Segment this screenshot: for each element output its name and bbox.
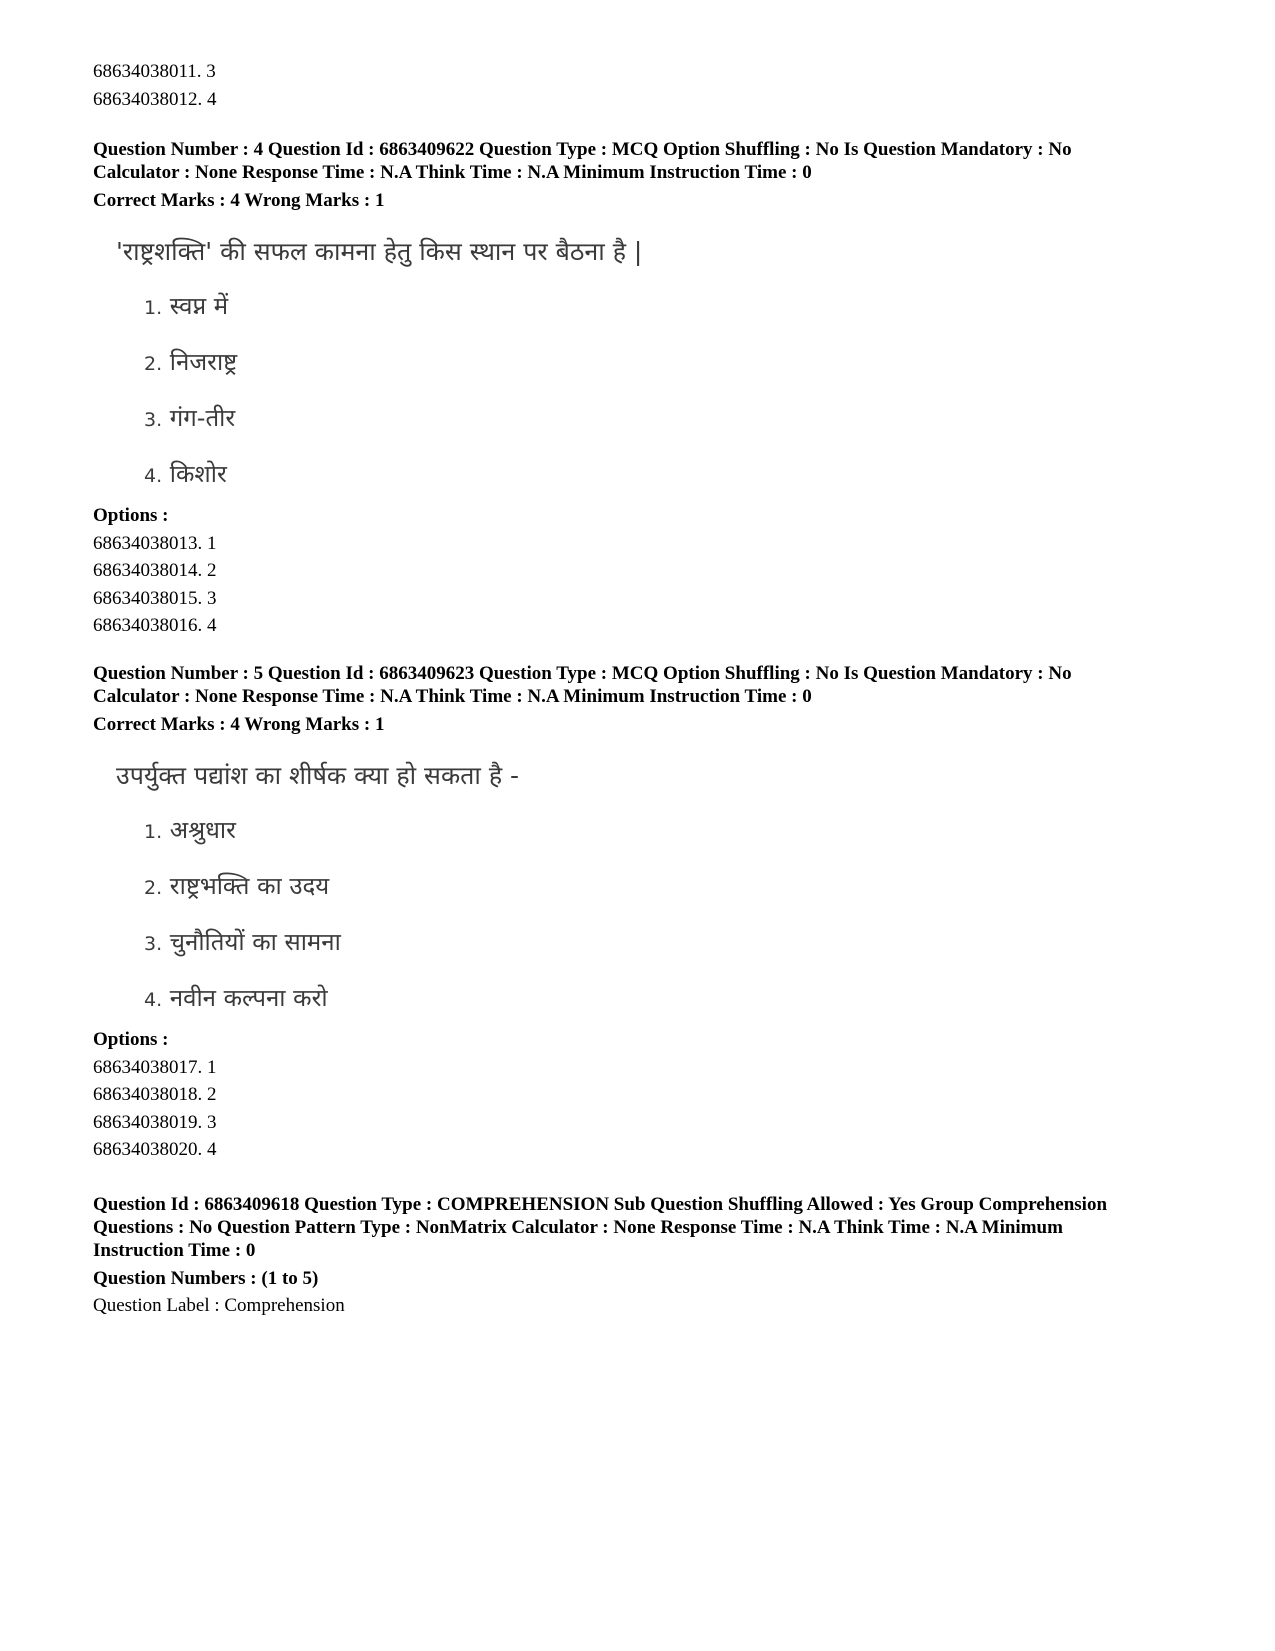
previous-question-options <box>93 58 1203 113</box>
option-line: 68634038017. 1 <box>93 1056 217 1078</box>
option-line: 68634038015. 3 <box>93 587 217 609</box>
question-meta-line: Instruction Time : 0 <box>93 1240 256 1261</box>
question-meta-line: Question Number : 4 Question Id : 6863409622 Question Type : MCQ Option Shuffling : No Is Question Mandatory : No <box>93 139 1072 160</box>
option-line: 68634038019. 3 <box>93 1111 217 1133</box>
question-meta-line: Calculator : None Response Time : N.A Think Time : N.A Minimum Instruction Time : 0 <box>93 162 812 183</box>
question-meta-line: Question Id : 6863409618 Question Type : COMPREHENSION Sub Question Shuffling Allowed : Yes Group Comprehension <box>93 1194 1108 1215</box>
choice-2: 2. राष्ट्रभक्ति का उदय <box>144 872 330 900</box>
option-line: 68634038016. 4 <box>93 615 217 636</box>
question-stem: उपर्युक्त पद्यांश का शीर्षक क्या हो सकता है - <box>116 761 520 790</box>
comprehension-header <box>93 1193 1203 1320</box>
options-label: Options : <box>93 505 169 526</box>
question-5-image <box>116 761 519 1015</box>
question-5-options <box>93 1026 1203 1164</box>
option-line: 68634038012. 4 <box>93 88 217 110</box>
question-4-options <box>93 502 1203 640</box>
choice-4: 4. नवीन कल्पना करो <box>144 984 328 1012</box>
choice-3: 3. चुनौतियों का सामना <box>144 928 341 956</box>
option-line: 68634038011. 3 <box>93 61 216 82</box>
option-line: 68634038020. 4 <box>93 1139 217 1160</box>
choice-1: 1. अश्रुधार <box>144 816 236 844</box>
question-marks: Correct Marks : 4 Wrong Marks : 1 <box>93 190 385 211</box>
question-label: Question Label : Comprehension <box>93 1295 345 1316</box>
choice-4: 4. किशोर <box>144 460 227 488</box>
question-meta-line: Question Number : 5 Question Id : 6863409623 Question Type : MCQ Option Shuffling : No Is Question Mandatory : No <box>93 663 1072 684</box>
choice-3: 3. गंग-तीर <box>144 404 236 432</box>
question-5-header <box>93 662 1203 738</box>
question-meta-line: Calculator : None Response Time : N.A Think Time : N.A Minimum Instruction Time : 0 <box>93 686 812 707</box>
options-label: Options : <box>93 1029 169 1050</box>
option-line: 68634038014. 2 <box>93 560 217 581</box>
question-numbers: Question Numbers : (1 to 5) <box>93 1268 319 1289</box>
question-meta-line: Questions : No Question Pattern Type : NonMatrix Calculator : None Response Time : N.A Think Time : N.A Minimum <box>93 1217 1063 1238</box>
question-marks: Correct Marks : 4 Wrong Marks : 1 <box>93 714 385 735</box>
question-stem: 'राष्ट्रशक्ति' की सफल कामना हेतु किस स्थान पर बैठना है | <box>116 237 643 266</box>
option-line: 68634038018. 2 <box>93 1084 217 1105</box>
choice-1: 1. स्वप्न में <box>144 292 229 320</box>
question-4-image <box>116 237 642 491</box>
option-line: 68634038013. 1 <box>93 532 217 554</box>
question-4-header <box>93 138 1203 214</box>
choice-2: 2. निजराष्ट्र <box>144 348 238 376</box>
